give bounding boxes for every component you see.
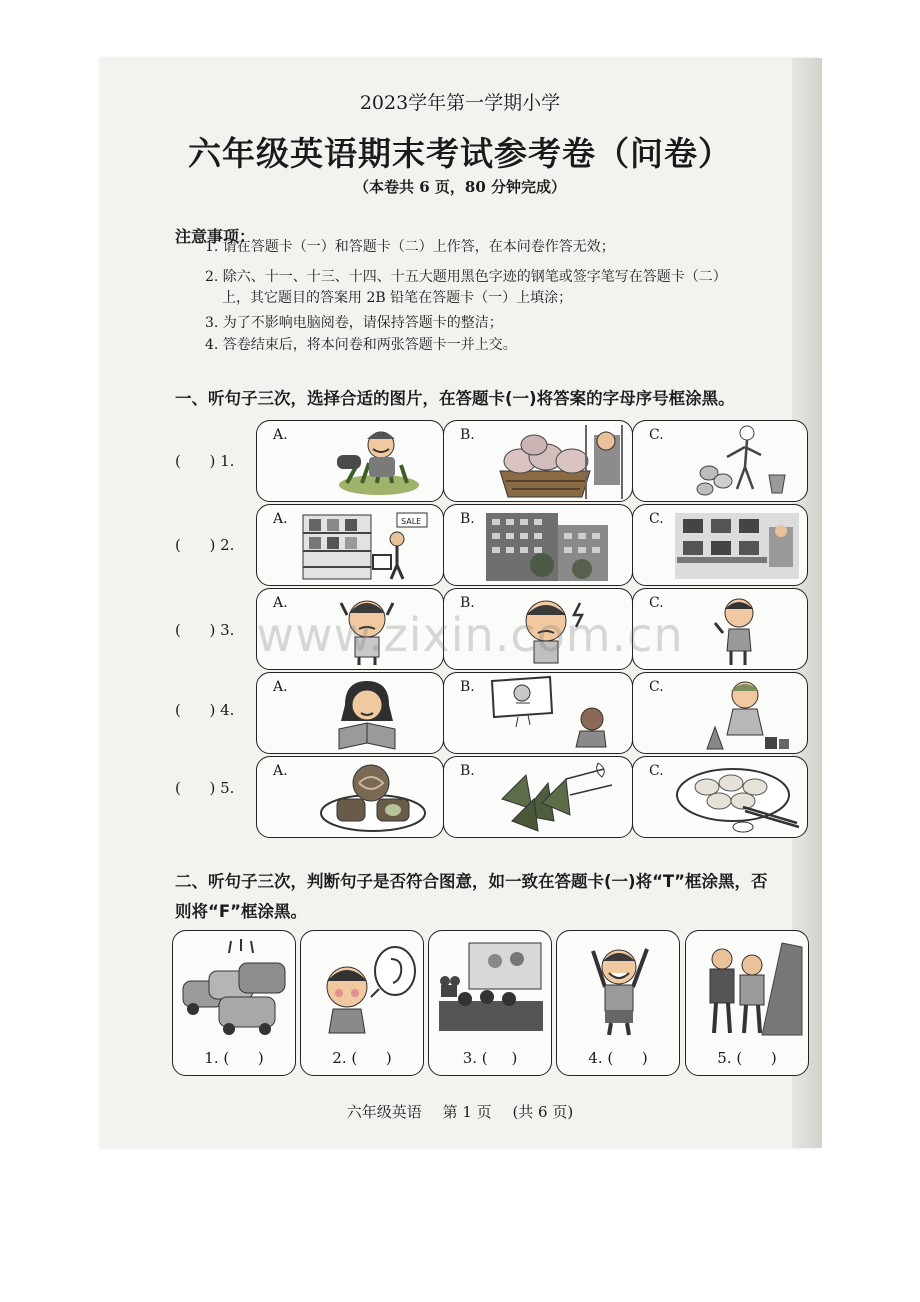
footer-page-number: 第 1 页 (442, 1103, 492, 1121)
question-4-option-a[interactable] (256, 672, 444, 754)
option-label: A. (273, 679, 288, 695)
question-1-option-a[interactable] (256, 420, 444, 502)
section2-picture-2[interactable] (300, 930, 424, 1076)
watermark: www.zixin.com.cn (256, 608, 684, 662)
question-5-number: ( ) 5. (175, 779, 235, 797)
option-label: B. (460, 763, 475, 779)
option-label: B. (460, 511, 475, 527)
section2-title-line2: 则将“F”框涂黑。 (175, 902, 307, 921)
question-1-option-c[interactable] (632, 420, 808, 502)
question-4-option-c[interactable] (632, 672, 808, 754)
option-label: C. (649, 511, 664, 527)
footer-total-pages: (共 6 页) (512, 1103, 574, 1121)
exam-length-note: （本卷共 6 页，80 分钟完成） (354, 178, 566, 196)
notice-item-2: 2. 除六、十一、十三、十四、十五大题用黑色字迹的钢笔或签字笔写在答题卡（二） (205, 269, 727, 285)
child-watching-tv-icon (488, 675, 624, 751)
question-5-option-a[interactable] (256, 756, 444, 838)
option-label: B. (460, 595, 475, 611)
man-feeding-chickens-icon (687, 423, 803, 499)
section1-title: 一、听句子三次，选择合适的图片，在答题卡(一)将答案的字母序号框涂黑。 (175, 389, 735, 408)
notice-item-2-cont: 上，其它题目的答案用 2B 铅笔在答题卡（一）上填涂； (222, 290, 573, 306)
question-2-option-a[interactable] (256, 504, 444, 586)
notice-title: 注意事项： (175, 227, 256, 246)
traffic-jam-icon (179, 937, 291, 1037)
option-label: A. (273, 511, 288, 527)
footer-subject: 六年级英语 (346, 1103, 422, 1121)
section2-picture-3[interactable] (428, 930, 552, 1076)
notice-item-4: 4. 答卷结束后，将本问卷和两张答题卡一并上交。 (205, 337, 517, 353)
option-label: A. (273, 763, 288, 779)
happy-boy-cheering-icon (563, 937, 675, 1037)
question-4-number: ( ) 4. (175, 701, 235, 719)
supermarket-shopping-icon (301, 509, 439, 583)
picture-2-label: 2. ( ) (332, 1049, 392, 1067)
section2-title-line1: 二、听句子三次，判断句子是否符合图意，如一致在答题卡(一)将“T”框涂黑，否 (175, 872, 768, 891)
option-label: C. (649, 427, 664, 443)
question-5-option-c[interactable] (632, 756, 808, 838)
section2-picture-1[interactable] (172, 930, 296, 1076)
question-5-option-b[interactable] (443, 756, 633, 838)
two-people-mountain-icon (692, 937, 804, 1037)
dumplings-plate-icon (673, 761, 803, 835)
question-1-number: ( ) 1. (175, 452, 235, 470)
section2-picture-5[interactable] (685, 930, 809, 1076)
pigs-basket-icon (482, 425, 628, 499)
option-label: B. (460, 679, 475, 695)
exam-title: 六年级英语期末考试参考卷（问卷） (188, 134, 732, 173)
option-label: C. (649, 595, 664, 611)
page-footer (100, 1101, 820, 1122)
question-2-number: ( ) 2. (175, 536, 235, 554)
option-label: B. (460, 427, 475, 443)
notice-item-1: 1. 请在答题卡（一）和答题卡（二）上作答，在本问卷作答无效； (205, 239, 615, 255)
question-2-option-c[interactable] (632, 504, 808, 586)
picture-3-label: 3. ( ) (462, 1049, 518, 1067)
office-building-icon (482, 509, 628, 583)
option-label: C. (649, 679, 664, 695)
sale-sign: SALE (401, 517, 422, 526)
zongzi-icon (492, 759, 622, 835)
picture-1-label: 1. ( ) (204, 1049, 264, 1067)
girl-reading-book-icon (317, 677, 417, 751)
picture-4-label: 4. ( ) (588, 1049, 648, 1067)
boy-earache-icon (307, 937, 419, 1037)
mooncakes-plate-icon (311, 761, 435, 835)
girl-playing-toys-icon (691, 677, 801, 751)
picture-5-label: 5. ( ) (717, 1049, 777, 1067)
question-2-option-b[interactable] (443, 504, 633, 586)
option-label: A. (273, 427, 288, 443)
question-3-number: ( ) 3. (175, 621, 235, 639)
notice-item-3: 3. 为了不影响电脑阅卷，请保持答题卡的整洁； (205, 315, 503, 331)
option-label: C. (649, 763, 664, 779)
question-4-option-b[interactable] (443, 672, 633, 754)
computer-office-icon (673, 509, 803, 583)
exam-subtitle: 2023学年第一学期小学 (359, 92, 561, 114)
section2-picture-4[interactable] (556, 930, 680, 1076)
question-1-option-b[interactable] (443, 420, 633, 502)
cinema-audience-icon (435, 937, 547, 1037)
farmer-vegetables-icon (317, 425, 437, 499)
option-label: A. (273, 595, 288, 611)
